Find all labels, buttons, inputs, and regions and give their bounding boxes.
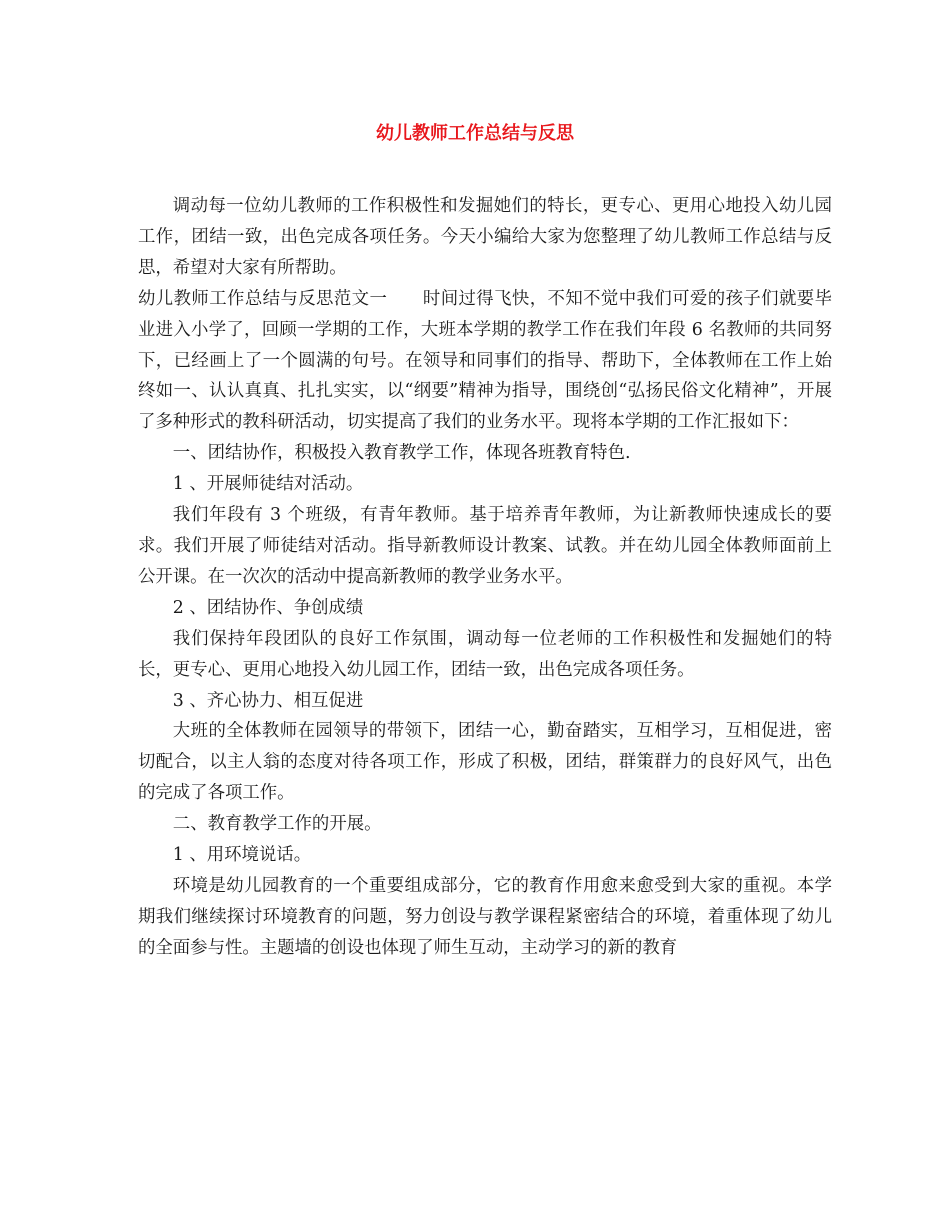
subheading-2-1: 1 、用环境说话。 xyxy=(172,845,312,866)
paragraph-intro: 调动每一位幼儿教师的工作积极性和发掘她们的特长，更专心、更用心地投入幼儿园工作，团结一致，出色完成各项任务。今天小编给大家为您整理了幼儿教师工作总结与反思，希望对大家有所帮助。 xyxy=(138,196,832,278)
paragraph-mentoring: 我们年段有 3 个班级，有青年教师。基于培养青年教师，为让新教师快速成长的要求。我们开展了师徒结对活动。指导新教师设计教案、试教。并在幼儿园全体教师面前上公开课。在一次次的活动中提高新教师的教学业务水平。 xyxy=(138,505,832,587)
section-heading-2: 二、教育教学工作的开展。 xyxy=(172,814,382,835)
subheading-1-1: 1 、开展师徒结对活动。 xyxy=(172,474,364,495)
paragraph-cooperation: 大班的全体教师在园领导的带领下，团结一心，勤奋踏实，互相学习，互相促进，密切配合，以主人翁的态度对待各项工作，形成了积极，团结，群策群力的良好风气，出色的完成了各项工作。 xyxy=(138,721,832,804)
paragraph-teamwork: 我们保持年段团队的良好工作氛围，调动每一位老师的工作积极性和发掘她们的特长，更专心、更用心地投入幼儿园工作，团结一致，出色完成各项任务。 xyxy=(138,628,832,680)
paragraph-sample-one: 幼儿教师工作总结与反思范文一 时间过得飞快，不知不觉中我们可爱的孩子们就要毕业进入小学了，回顾一学期的工作，大班本学期的教学工作在我们年段 6 名教师的共同努下，已经画上了一个圆满的句号。在领导和同事们的指导、帮助下，全体教师在工作上始终如一、认认真真、扎扎实实，以“纲要”精神为指导，围绕创“弘扬民俗文化精神”，开展了多种形式的教科研活动，切实提高了我们的业务水平。现将本学期的工作汇报如下： xyxy=(138,288,832,433)
paragraph-environment: 环境是幼儿园教育的一个重要组成部分，它的教育作用愈来愈受到大家的重视。本学期我们继续探讨环境教育的问题，努力创设与教学课程紧密结合的环境，着重体现了幼儿的全面参与性。主题墙的创设也体现了师生互动，主动学习的新的教育 xyxy=(138,875,832,958)
document-body xyxy=(138,191,832,964)
subheading-1-2: 2 、团结协作、争创成绩 xyxy=(172,597,364,618)
section-heading-1: 一、团结协作，积极投入教育教学工作，体现各班教育特色. xyxy=(172,443,631,464)
subheading-1-3: 3 、齐心协力、相互促进 xyxy=(172,690,364,711)
document-title: 幼儿教师工作总结与反思 xyxy=(376,123,574,144)
